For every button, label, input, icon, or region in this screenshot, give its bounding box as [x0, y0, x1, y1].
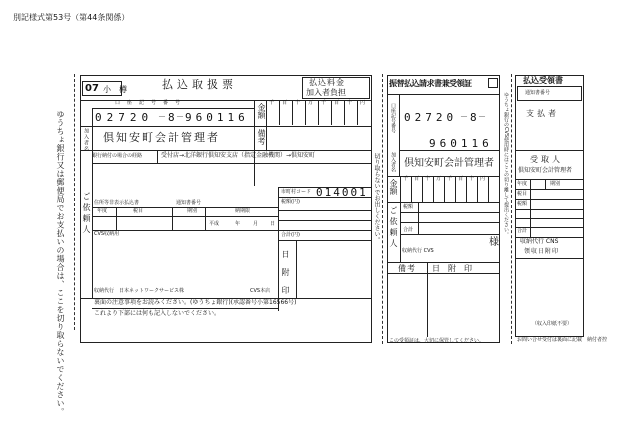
subscriber-label: 加入者名: [83, 128, 89, 152]
receipt-title: 振替払込請求書兼受領証: [389, 79, 472, 88]
account-header: 口 座 記 号 番 号: [115, 100, 182, 106]
main-title: 払込取扱票: [162, 78, 237, 91]
col-tax-type: 税目: [133, 208, 144, 214]
city-code: 014001: [316, 186, 368, 199]
city-code-label: 市町村コード: [281, 189, 312, 195]
account-check: 8: [168, 111, 175, 124]
slip-receipt-note: （収入印紙不要）: [532, 321, 573, 327]
receipt-tax-label: 税額: [403, 204, 414, 210]
left-cut-line: [74, 74, 75, 330]
cvs-label: CVS本店: [250, 288, 271, 294]
fee-payer-label: 加入者負担: [306, 88, 346, 97]
subscriber-name: 倶知安町会計管理者: [103, 131, 220, 144]
notice-no-label: 通知書番号: [176, 200, 202, 206]
bank-route-label: 銀行納付の場合の経路: [92, 153, 143, 159]
receipt-kingaku-label: 金額: [389, 179, 398, 195]
receipt-sama: 様: [489, 237, 499, 248]
slip-payer-label: 支払者: [526, 109, 559, 118]
heisei-label: 平成: [209, 221, 220, 227]
slip-date-stamp-label: 領収日附印: [524, 248, 560, 255]
form-page: 別記様式第53号（第44条関係） ゆうちょ銀行又は郵便局でお支払いの場合は、ここを切り取らないでください。 07 小 樽 払込取扱票 払込料金 加入者負担 口 座 記 号 番 号 02720 － 8 － 960116 金額 備考 千 百 十 万 千 百 十 円 加入者名 倶知安町会計管理者 銀行納付の場合の経路 受付店→北洋銀行倶知安支店（指定金融機関）→倶知安町 ご依頼人 市町村コード 014001 税額(円) 合計(円) 日附印 住所等非表示払込書 通知書番号 年度 税目 期別 納期限 平成 年 月 日 CVS収納用 収納代行 日本ネットワークサービス株 CVS本店 裏面の注意事項をお読みください。(ゆうちょ銀行)(承認番号小第16566号) これより下部には何も記入しないでください。 切り取らないでお出しください。 振替払込請求書兼受領証 口座記号番号 02720 － 8 － 960116 加入者名 倶知安町会計管理者 金額 千 百 十 万 千 百 十 円 税額 合計 ご依頼人 様 収納代行 CVS 備考 日附印 この受領証は、大切に保管してください。 ゆうちょ銀行のCVS使用時にはここの切り離して提出ください。 払込受領書 通知書番号 支払者 受取人 倶知安町会計管理者 年度 期別 税目 税額 合計 収納代行 CNS 領収日附印 （収入印紙不要） お問い合せ受付は裏面に記載 納付者控: [13, 13, 608, 416]
account-dash: －: [158, 112, 166, 121]
receipt-account-check: 8: [470, 111, 477, 124]
cvs-small: CVS収納用: [94, 231, 120, 237]
receipt-date-stamp-label: 日附印: [432, 264, 480, 273]
date-stamp-label: 日附印: [281, 250, 290, 304]
col-due: 納期限: [235, 208, 251, 214]
receipt-remitter-label: ご依頼人: [389, 206, 398, 250]
receipt-footer-note: この受領証は、大切に保管してください。: [389, 338, 485, 344]
receipt-seal-box: [488, 78, 498, 88]
account-prefix: 02720: [95, 111, 154, 124]
receipt-biko-label: 備考: [398, 264, 416, 273]
left-cut-note: ゆうちょ銀行又は郵便局でお支払いの場合は、ここを切り取らないでください。: [56, 110, 65, 416]
receipt-subscriber-label: 加入者名: [390, 152, 396, 172]
slip-cvs-label: 収納代行 CNS: [520, 238, 559, 245]
address-label: 住所等非表示払込書: [94, 200, 140, 206]
right-cut-note: ゆうちょ銀行のCVS使用時にはここの切り離して提出ください。: [503, 92, 509, 238]
mid-cut-note: 切り取らないでお出しください。: [373, 153, 380, 243]
footer-note-1: 裏面の注意事項をお読みください。(ゆうちょ銀行)(承認番号小第16566号): [94, 299, 297, 306]
receipt-account-prefix: 02720: [404, 111, 458, 124]
corner-mark: 07: [85, 83, 99, 94]
account-dash-2: －: [176, 112, 184, 121]
receipt-cvs-small: 収納代行 CVS: [402, 248, 434, 254]
kingaku-label: 金額: [257, 103, 266, 119]
corner-label: 小 樽: [103, 85, 127, 94]
receipt-total-label: 合計: [403, 227, 414, 233]
account-number: 960116: [185, 111, 249, 124]
slip-receiver-name: 倶知安町会計管理者: [518, 167, 573, 174]
receipt-subscriber-name: 倶知安町会計管理者: [404, 158, 494, 169]
bank-route: 受付店→北洋銀行倶知安支店（指定金融機関）→倶知安町: [161, 152, 316, 159]
biko-label: 備考: [257, 129, 266, 145]
slip-footer-note: お問い合せ受付は裏面に記載 納付者控: [517, 337, 608, 343]
receipt-account-number: 960116: [429, 137, 493, 150]
remitter-label: ご依頼人: [82, 192, 91, 236]
fee-label: 払込料金: [309, 78, 345, 87]
tax-label: 税額(円): [281, 199, 300, 205]
col-year: 年度: [97, 208, 108, 214]
slip-notice-no-label: 通知書番号: [525, 90, 551, 96]
slip-receiver-label: 受取人: [530, 155, 563, 164]
col-period: 期別: [187, 208, 198, 214]
footer-note-2: これより下部には何も記入しないでください。: [94, 310, 221, 317]
total-label: 合計(円): [281, 232, 300, 238]
receipt-account-label: 口座記号番号: [390, 103, 396, 133]
slip-title: 払込受領書: [523, 76, 563, 85]
agent-label: 収納代行 日本ネットワークサービス株: [94, 288, 185, 294]
form-number: 別記様式第53号（第44条関係）: [13, 13, 130, 22]
